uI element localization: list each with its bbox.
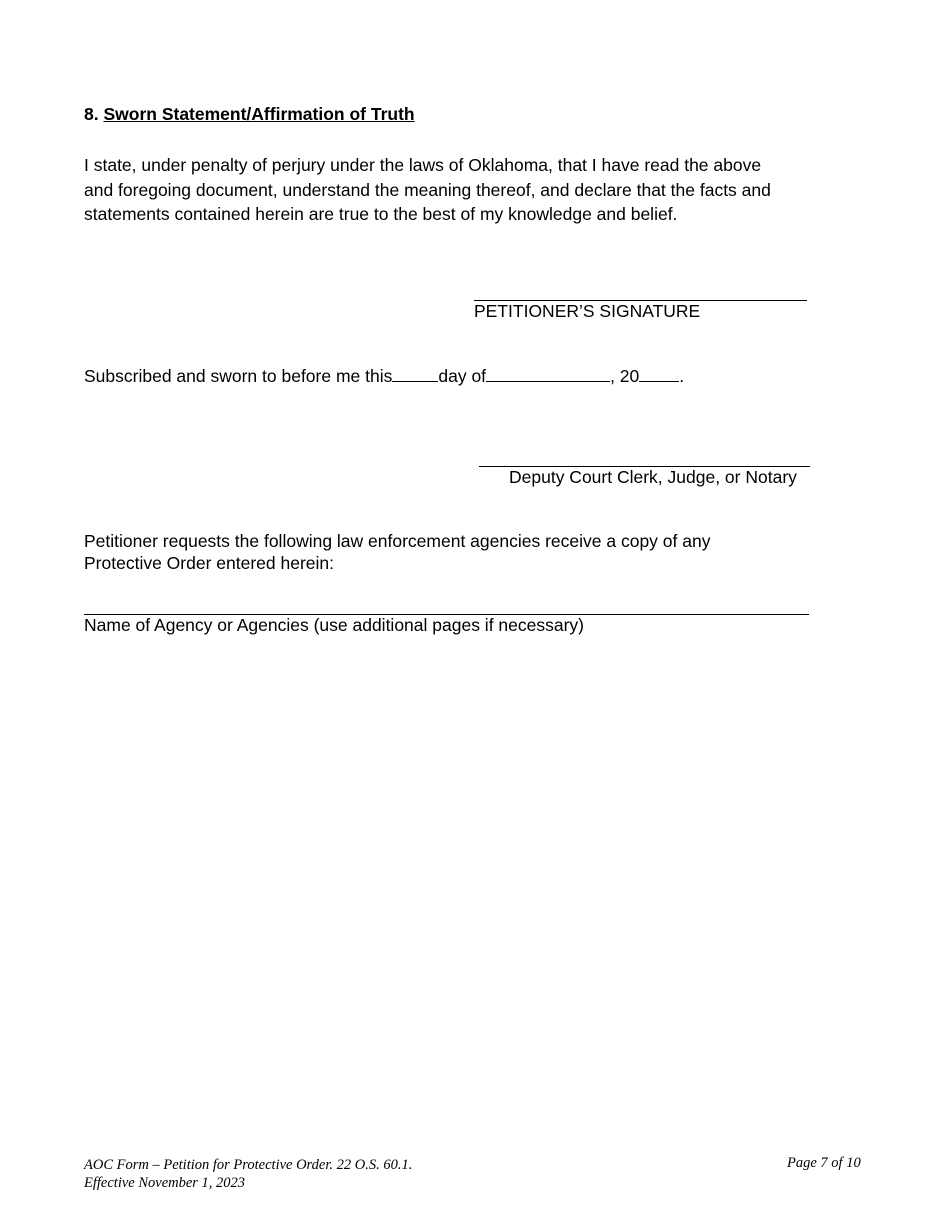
petitioner-signature-label: PETITIONER’S SIGNATURE bbox=[474, 301, 701, 321]
sworn-statement-paragraph bbox=[84, 153, 824, 227]
subscribed-sworn-line bbox=[84, 363, 684, 389]
agencies-request-line-2: Protective Order entered herein: bbox=[84, 553, 334, 573]
day-blank[interactable] bbox=[392, 363, 438, 382]
section-number: 8. bbox=[84, 104, 99, 124]
footer-page-number: Page 7 of 10 bbox=[787, 1155, 861, 1171]
day-of-text: day of bbox=[438, 366, 487, 386]
statement-line: I state, under penalty of perjury under the laws of Oklahoma, that I have read the above bbox=[84, 155, 762, 175]
section-title: Sworn Statement/Affirmation of Truth bbox=[103, 104, 415, 124]
official-signature-label: Deputy Court Clerk, Judge, or Notary bbox=[509, 467, 797, 487]
year-blank[interactable] bbox=[639, 363, 679, 382]
statement-line: statements contained herein are true to the best of my knowledge and belief. bbox=[84, 204, 678, 224]
subscribed-prefix: Subscribed and sworn to before me this bbox=[84, 366, 393, 386]
year-prefix: , 20 bbox=[610, 366, 640, 386]
agency-name-label: Name of Agency or Agencies (use additional pages if necessary) bbox=[84, 615, 585, 635]
sentence-end: . bbox=[679, 366, 685, 386]
agencies-request-line-1: Petitioner requests the following law enforcement agencies receive a copy of any bbox=[84, 531, 711, 551]
footer-effective-date: Effective November 1, 2023 bbox=[84, 1175, 246, 1191]
footer-form-name: AOC Form – Petition for Protective Order. 22 O.S. 60.1. bbox=[84, 1157, 413, 1173]
section-heading bbox=[84, 104, 415, 125]
statement-line: and foregoing document, understand the meaning thereof, and declare that the facts and bbox=[84, 179, 771, 200]
month-blank[interactable] bbox=[486, 363, 610, 382]
